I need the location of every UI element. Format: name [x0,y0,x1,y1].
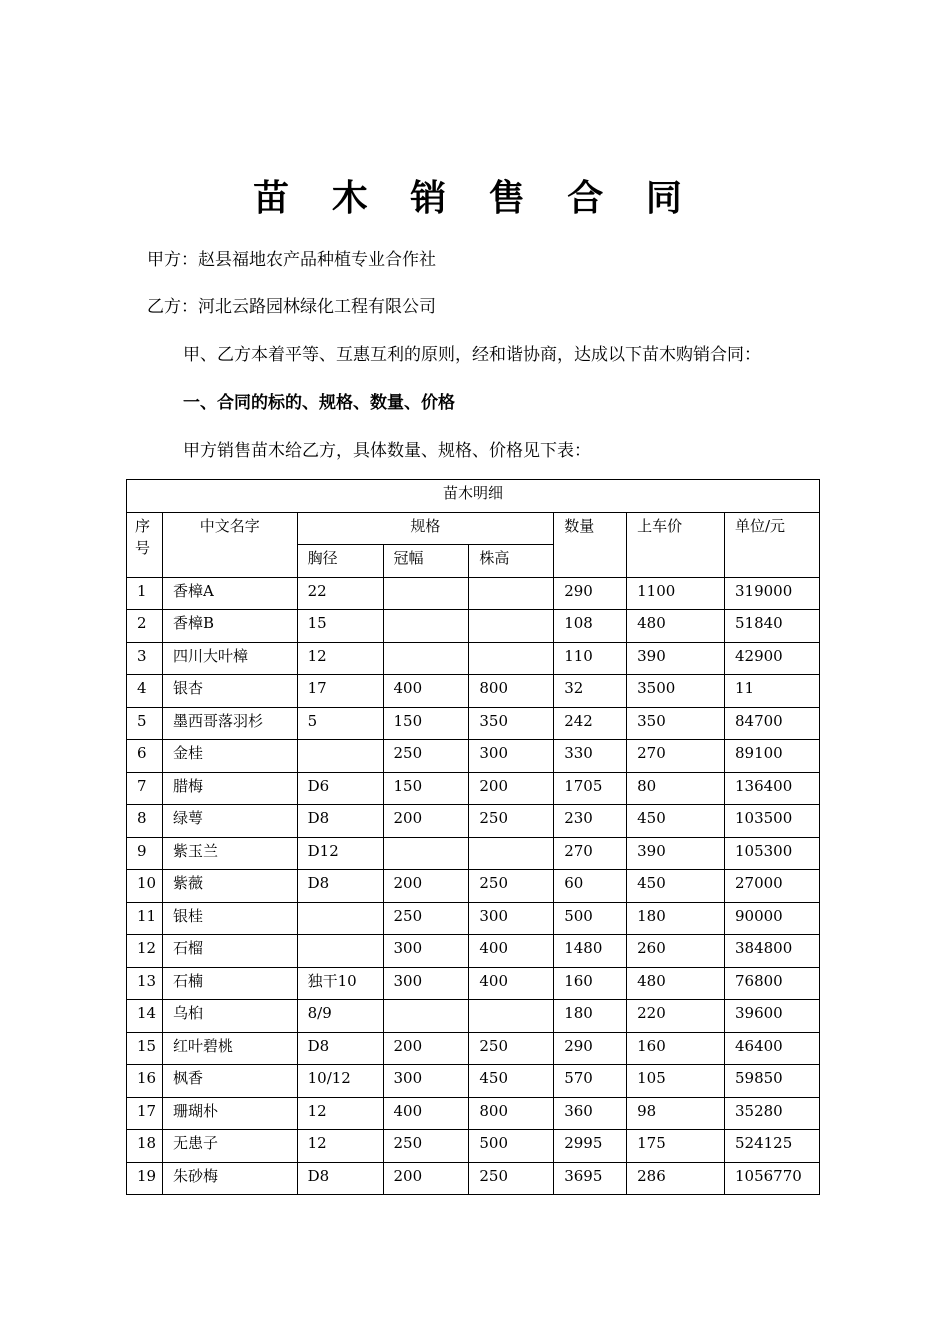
cell-dbh [297,740,383,773]
cell-price: 160 [627,1032,725,1065]
table-row [127,740,820,773]
cell-dbh: D8 [297,1162,383,1195]
table-row [127,870,820,903]
cell-crown [383,577,469,610]
table-row [127,1000,820,1033]
cell-quantity: 360 [554,1097,627,1130]
cell-crown [383,610,469,643]
cell-quantity: 330 [554,740,627,773]
cell-dbh: 8/9 [297,1000,383,1033]
cell-price: 1100 [627,577,725,610]
cell-name: 墨西哥落羽杉 [162,707,297,740]
seedling-table [126,479,820,1195]
table-row [127,577,820,610]
cell-price: 450 [627,870,725,903]
cell-price: 175 [627,1130,725,1163]
cell-name: 四川大叶樟 [162,642,297,675]
cell-height: 500 [469,1130,554,1163]
cell-dbh: 22 [297,577,383,610]
table-row [127,837,820,870]
cell-dbh: 12 [297,1097,383,1130]
cell-crown: 250 [383,740,469,773]
table-row [127,1130,820,1163]
cell-height: 250 [469,805,554,838]
cell-dbh: 独干10 [297,967,383,1000]
cell-price: 270 [627,740,725,773]
cell-amount: 136400 [724,772,819,805]
cell-quantity: 160 [554,967,627,1000]
cell-amount: 1056770 [724,1162,819,1195]
cell-name: 乌桕 [162,1000,297,1033]
cell-dbh: D8 [297,1032,383,1065]
cell-dbh: 10/12 [297,1065,383,1098]
cell-index: 1 [127,577,163,610]
cell-height: 800 [469,1097,554,1130]
cell-crown: 400 [383,675,469,708]
cell-name: 腊梅 [162,772,297,805]
cell-name: 石榴 [162,935,297,968]
cell-price: 480 [627,610,725,643]
header-dbh: 胸径 [297,545,383,578]
table-row [127,772,820,805]
cell-price: 286 [627,1162,725,1195]
cell-name: 紫薇 [162,870,297,903]
table-row [127,642,820,675]
cell-amount: 39600 [724,1000,819,1033]
cell-height: 250 [469,1032,554,1065]
cell-index: 7 [127,772,163,805]
cell-quantity: 290 [554,577,627,610]
cell-index: 16 [127,1065,163,1098]
cell-name: 朱砂梅 [162,1162,297,1195]
cell-amount: 11 [724,675,819,708]
cell-amount: 46400 [724,1032,819,1065]
cell-quantity: 230 [554,805,627,838]
cell-quantity: 110 [554,642,627,675]
cell-quantity: 2995 [554,1130,627,1163]
document-title: 苗 木 销 售 合 同 [253,177,697,219]
cell-price: 390 [627,642,725,675]
cell-crown: 300 [383,1065,469,1098]
cell-price: 180 [627,902,725,935]
cell-dbh: 12 [297,1130,383,1163]
cell-name: 香樟B [162,610,297,643]
cell-price: 260 [627,935,725,968]
cell-index: 12 [127,935,163,968]
header-crown: 冠幅 [383,545,469,578]
table-row [127,610,820,643]
cell-crown: 300 [383,967,469,1000]
cell-amount: 76800 [724,967,819,1000]
cell-price: 350 [627,707,725,740]
cell-dbh: 5 [297,707,383,740]
cell-crown: 300 [383,935,469,968]
cell-index: 9 [127,837,163,870]
cell-amount: 84700 [724,707,819,740]
table-row [127,1162,820,1195]
cell-price: 3500 [627,675,725,708]
cell-name: 珊瑚朴 [162,1097,297,1130]
cell-name: 无患子 [162,1130,297,1163]
table-caption: 苗木明细 [127,480,820,513]
cell-dbh: D6 [297,772,383,805]
table-row [127,935,820,968]
table-row [127,967,820,1000]
header-unit: 单位/元 [724,512,819,577]
cell-quantity: 3695 [554,1162,627,1195]
cell-price: 220 [627,1000,725,1033]
cell-height: 250 [469,1162,554,1195]
cell-index: 13 [127,967,163,1000]
cell-crown: 200 [383,1032,469,1065]
cell-crown: 150 [383,707,469,740]
table-body [127,577,820,1195]
intro-paragraph: 甲、乙方本着平等、互惠互利的原则，经和谐协商，达成以下苗木购销合同： [183,345,761,365]
cell-quantity: 1705 [554,772,627,805]
cell-index: 3 [127,642,163,675]
cell-crown: 200 [383,1162,469,1195]
cell-dbh: D12 [297,837,383,870]
cell-crown [383,642,469,675]
table-row [127,1032,820,1065]
cell-height [469,642,554,675]
cell-amount: 27000 [724,870,819,903]
cell-amount: 51840 [724,610,819,643]
cell-amount: 524125 [724,1130,819,1163]
cell-dbh [297,935,383,968]
cell-quantity: 500 [554,902,627,935]
cell-index: 5 [127,707,163,740]
header-index: 序号 [127,512,163,577]
cell-price: 80 [627,772,725,805]
cell-height [469,610,554,643]
cell-amount: 90000 [724,902,819,935]
cell-quantity: 108 [554,610,627,643]
cell-height: 800 [469,675,554,708]
cell-height: 400 [469,967,554,1000]
cell-index: 4 [127,675,163,708]
cell-amount: 384800 [724,935,819,968]
cell-index: 14 [127,1000,163,1033]
cell-height: 200 [469,772,554,805]
cell-quantity: 32 [554,675,627,708]
cell-amount: 42900 [724,642,819,675]
cell-dbh: 12 [297,642,383,675]
cell-price: 480 [627,967,725,1000]
cell-amount: 105300 [724,837,819,870]
cell-height: 350 [469,707,554,740]
cell-amount: 319000 [724,577,819,610]
cell-name: 银杏 [162,675,297,708]
header-spec: 规格 [297,512,554,545]
party-a: 甲方：赵县福地农产品种植专业合作社 [147,250,436,270]
cell-dbh: 17 [297,675,383,708]
cell-crown: 400 [383,1097,469,1130]
cell-amount: 103500 [724,805,819,838]
cell-index: 15 [127,1032,163,1065]
section-1-heading: 一、合同的标的、规格、数量、价格 [183,393,455,413]
cell-name: 金桂 [162,740,297,773]
cell-name: 石楠 [162,967,297,1000]
cell-amount: 89100 [724,740,819,773]
cell-name: 香樟A [162,577,297,610]
cell-dbh: D8 [297,805,383,838]
header-quantity: 数量 [554,512,627,577]
cell-height: 250 [469,870,554,903]
cell-crown: 150 [383,772,469,805]
cell-dbh: D8 [297,870,383,903]
cell-price: 450 [627,805,725,838]
cell-height: 300 [469,740,554,773]
cell-quantity: 180 [554,1000,627,1033]
cell-amount: 35280 [724,1097,819,1130]
cell-name: 枫香 [162,1065,297,1098]
cell-price: 98 [627,1097,725,1130]
cell-index: 18 [127,1130,163,1163]
header-price: 上车价 [627,512,725,577]
cell-crown: 200 [383,870,469,903]
cell-crown [383,837,469,870]
cell-index: 10 [127,870,163,903]
cell-index: 8 [127,805,163,838]
cell-dbh [297,902,383,935]
cell-crown: 250 [383,902,469,935]
table-row [127,707,820,740]
cell-price: 390 [627,837,725,870]
cell-height: 400 [469,935,554,968]
cell-quantity: 290 [554,1032,627,1065]
cell-crown: 200 [383,805,469,838]
table-row [127,805,820,838]
cell-index: 6 [127,740,163,773]
cell-price: 105 [627,1065,725,1098]
table-row [127,902,820,935]
header-height: 株高 [469,545,554,578]
cell-index: 17 [127,1097,163,1130]
section-1-text: 甲方销售苗木给乙方，具体数量、规格、价格见下表： [183,441,591,461]
cell-height [469,1000,554,1033]
cell-name: 绿萼 [162,805,297,838]
cell-index: 19 [127,1162,163,1195]
cell-crown [383,1000,469,1033]
table-row [127,675,820,708]
cell-height: 450 [469,1065,554,1098]
cell-index: 2 [127,610,163,643]
cell-name: 紫玉兰 [162,837,297,870]
table-row [127,1065,820,1098]
header-name: 中文名字 [162,512,297,577]
cell-quantity: 570 [554,1065,627,1098]
cell-height [469,837,554,870]
cell-name: 银桂 [162,902,297,935]
party-b: 乙方：河北云路园林绿化工程有限公司 [147,297,436,317]
table-row [127,1097,820,1130]
cell-height [469,577,554,610]
cell-amount: 59850 [724,1065,819,1098]
cell-quantity: 270 [554,837,627,870]
cell-quantity: 60 [554,870,627,903]
cell-dbh: 15 [297,610,383,643]
cell-quantity: 242 [554,707,627,740]
cell-crown: 250 [383,1130,469,1163]
cell-index: 11 [127,902,163,935]
cell-quantity: 1480 [554,935,627,968]
cell-height: 300 [469,902,554,935]
cell-name: 红叶碧桃 [162,1032,297,1065]
